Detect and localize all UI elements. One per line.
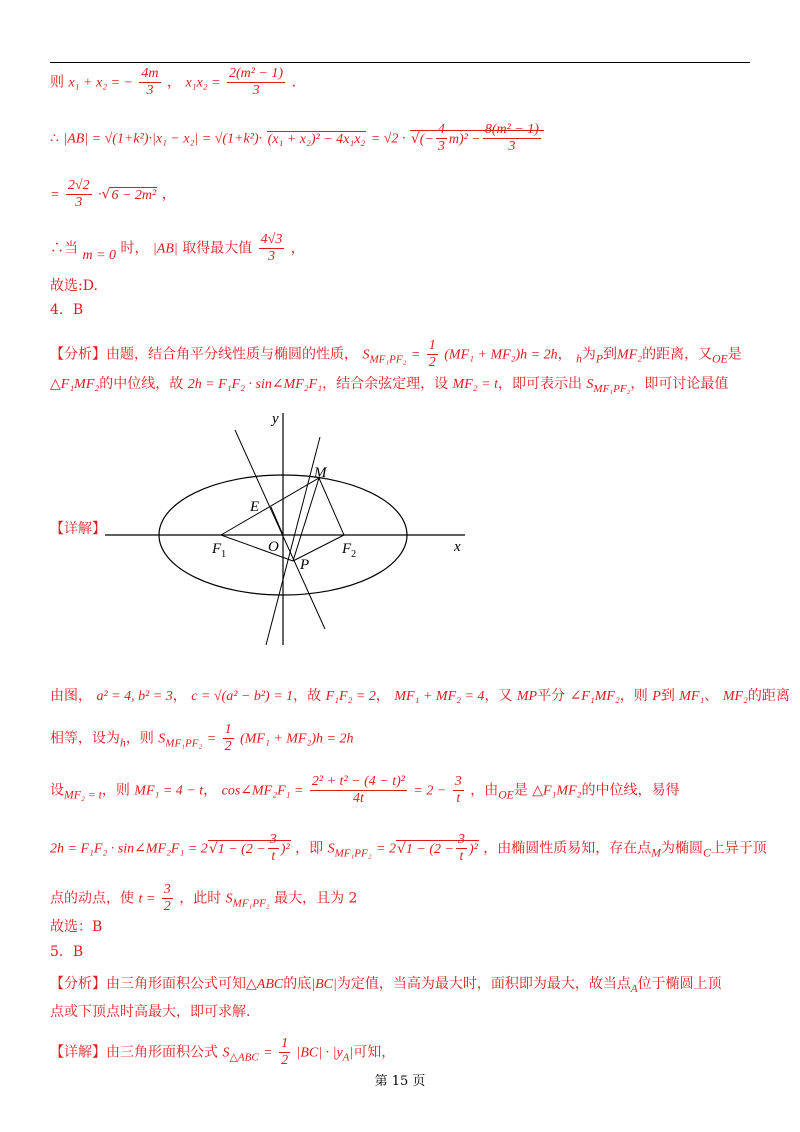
math: (− xyxy=(419,131,434,147)
math: MF₂ = t xyxy=(452,377,498,392)
detail-tag: 【详解】 xyxy=(50,1044,106,1061)
ellipse-figure xyxy=(100,405,480,655)
math: S xyxy=(586,377,594,392)
text: 由图， xyxy=(50,688,92,704)
math: |BC| xyxy=(311,977,337,992)
math: MF₁PF₂ xyxy=(232,897,270,910)
num: 1 xyxy=(281,1036,289,1051)
text: 设 xyxy=(50,782,64,799)
den: 2 xyxy=(281,1053,289,1068)
therefore: ∴ xyxy=(50,130,59,147)
text: ∴当 xyxy=(50,240,78,257)
text: 的中位线，故 xyxy=(99,376,184,392)
detail-line-3 xyxy=(50,774,750,807)
point-label-e: E xyxy=(250,499,260,515)
text: 位于椭圆上顶 xyxy=(637,976,722,992)
math: P xyxy=(595,352,604,366)
text: 时， xyxy=(120,240,149,257)
header-rule xyxy=(50,62,750,63)
fraction xyxy=(453,774,464,807)
text: ，即可讨论最值 xyxy=(630,376,729,392)
text: ， xyxy=(167,74,181,91)
analysis-5-line-2: 点或下顶点时高最大，即可求解. xyxy=(50,1004,251,1020)
math: |BC| · |y xyxy=(296,1045,343,1061)
text: 的距离，又 xyxy=(642,346,713,363)
text: 、 xyxy=(704,688,719,704)
num: 3 xyxy=(269,832,277,847)
text: ， xyxy=(375,688,390,704)
fraction xyxy=(139,66,160,99)
den: 3 xyxy=(267,249,275,264)
math: )² xyxy=(280,841,290,857)
detail-5 xyxy=(50,1036,750,1069)
point-label-p: P xyxy=(300,557,310,573)
math: ABC xyxy=(256,977,284,992)
den: t xyxy=(459,849,464,864)
den: 3 xyxy=(146,83,154,98)
point-label-m: M xyxy=(314,465,327,481)
den: 3 xyxy=(508,139,516,154)
den: 2 xyxy=(428,355,436,370)
math: MF₂ xyxy=(617,347,643,363)
den: t xyxy=(271,849,276,864)
segment-f1p xyxy=(221,535,293,561)
math: S xyxy=(362,347,370,363)
math: 2h = F₁F₂ · sin∠MF₂F₁ = 2 xyxy=(50,841,208,857)
text: ，又 xyxy=(484,688,513,704)
text: 是 xyxy=(727,346,742,363)
text: ， xyxy=(172,688,187,704)
point-label-f2: $F_2$ xyxy=(342,541,357,560)
num: 1 xyxy=(224,722,232,737)
fraction xyxy=(279,1036,290,1069)
analysis-tag: 【分析】 xyxy=(50,346,106,363)
math: 1 − (2 − xyxy=(217,841,266,857)
text: 则 xyxy=(50,74,64,91)
math: = 2 − xyxy=(413,783,447,799)
num: 3 xyxy=(163,882,171,897)
detail-line-5 xyxy=(50,882,750,915)
num: 4√3 xyxy=(260,232,283,247)
detail-line-1 xyxy=(50,686,790,707)
question-5-answer: 5．B xyxy=(50,944,84,960)
num: 3 xyxy=(457,832,465,847)
math: △F₁MF₂ xyxy=(50,377,100,392)
den: 3 xyxy=(252,83,260,98)
fraction xyxy=(456,832,467,865)
analysis-4-line-1 xyxy=(50,338,750,371)
text: 上异于顶 xyxy=(710,840,767,857)
math: MF₁PF₂ xyxy=(593,382,631,395)
text: 平分 xyxy=(537,688,566,704)
radicand: (x₁ + x₂)² − 4x₁x₂ xyxy=(267,131,366,147)
math: c = √(a² − b²) = 1 xyxy=(191,689,294,704)
math: MF₁PF₂ xyxy=(334,847,372,860)
math: MF₁ xyxy=(679,689,705,704)
line-max-value xyxy=(50,232,750,265)
math: = xyxy=(263,1045,273,1061)
detail-line-4: 2h = F₁F₂ · sin∠MF₂F₁ = 2√1 − (2 − $\frac{3}{t}$ )² ，即 $S_{MF_1PF_2} = 2√1 - (2$ − $\frac{3}{t}$ )² ，由椭圆性质易知，存在点$_M$为椭圆$_C$上异于顶 xyxy=(50,832,767,864)
fraction xyxy=(483,122,541,155)
analysis-5-line-1 xyxy=(50,974,750,999)
text: 由三角形面积公式 xyxy=(106,1044,218,1061)
answer-b: 故选：B xyxy=(50,919,103,935)
math: A xyxy=(342,1051,350,1064)
answer-d: 故选:D. xyxy=(50,278,98,294)
fraction xyxy=(259,232,285,265)
den: t xyxy=(456,791,461,806)
math: OE xyxy=(712,352,728,366)
math: = xyxy=(206,731,217,747)
text: ，由椭圆性质易知，存在点 xyxy=(483,840,652,857)
math: = √2 · xyxy=(370,131,406,147)
math: OE xyxy=(498,788,514,802)
math: MF₁PF₂ xyxy=(165,737,203,750)
math: ∠F₁MF₂ xyxy=(569,689,620,704)
math: a² = 4, b² = 3 xyxy=(96,689,173,704)
math: △F₁MF₂ xyxy=(532,783,582,799)
text: 由三角形面积公式可知△ xyxy=(106,976,257,992)
point-label-f1: $F_1$ xyxy=(212,541,227,560)
axis-label-x: x xyxy=(454,539,461,555)
text: ，则 xyxy=(619,688,648,704)
segment-oe xyxy=(271,507,283,535)
analysis-tag: 【分析】 xyxy=(50,976,106,992)
text: 相等，设为 xyxy=(50,730,120,747)
num: 3 xyxy=(454,774,462,789)
text: ，故 xyxy=(293,688,322,704)
text: 最大，且为 2 xyxy=(274,890,358,907)
math: MF₂ = t xyxy=(64,788,102,802)
math: S xyxy=(327,841,335,857)
text: 到 xyxy=(603,346,618,363)
den: 3 xyxy=(75,195,83,210)
fraction xyxy=(427,338,438,371)
den: 4t xyxy=(352,791,364,806)
den: 2 xyxy=(224,739,232,754)
question-4-answer: 4．B xyxy=(50,302,84,318)
math: 2h = F₁F₂ · sin∠MF₂F₁ xyxy=(187,377,323,392)
text: 是 xyxy=(513,782,528,799)
text: ，由 xyxy=(470,782,499,799)
math: P xyxy=(652,689,661,704)
math: |AB| xyxy=(152,241,178,257)
text: 到 xyxy=(660,688,675,704)
text: 的底 xyxy=(283,976,312,992)
text: ，结合余弦定理，设 xyxy=(322,376,449,392)
num: 1 xyxy=(428,338,436,353)
text: 点的动点，使 xyxy=(50,890,134,907)
text: ， xyxy=(161,186,176,203)
math: MP xyxy=(516,689,538,704)
math: t = xyxy=(138,891,156,907)
math: x₁ + x₂ = − xyxy=(68,75,133,91)
math: MF₁ + MF₂ = 4 xyxy=(394,689,485,704)
num: 2√2 xyxy=(67,178,90,193)
math: (MF₁ + MF₂)h = 2h xyxy=(444,347,558,363)
text: 的中位线，易得 xyxy=(581,782,680,799)
math: = xyxy=(50,187,60,203)
math: MF₁PF₂ xyxy=(369,353,407,366)
axis-label-y: y xyxy=(272,411,279,427)
math: x₁x₂ = xyxy=(185,75,221,91)
math: MF₁ = 4 − t xyxy=(134,783,204,799)
math: 1 − (2 − xyxy=(405,841,454,857)
fraction xyxy=(223,722,234,755)
text: 为椭圆 xyxy=(660,840,703,857)
math: MF₂ xyxy=(722,689,748,704)
math: A xyxy=(630,982,638,995)
math: |AB| = √(1+k²)·|x₁ − x₂| = √(1+k²)· xyxy=(63,131,263,147)
detail-line-2 xyxy=(50,722,750,755)
den: 2 xyxy=(163,899,171,914)
text: ，则 xyxy=(101,782,130,799)
math: = 2 xyxy=(376,841,396,857)
math: C xyxy=(702,846,711,860)
math: = xyxy=(410,347,421,363)
math: △ABC xyxy=(229,1051,259,1064)
line-mp xyxy=(235,430,325,629)
math: · xyxy=(98,187,102,203)
text: 由题，结合角平分线性质与椭圆的性质， xyxy=(106,346,358,363)
math: F₁F₂ = 2 xyxy=(325,689,376,704)
fraction xyxy=(66,178,92,211)
text: 的距离 xyxy=(747,688,790,704)
math: cos∠MF₂F₁ = xyxy=(221,783,304,799)
math: M xyxy=(651,846,661,860)
num: 2² + t² − (4 − t)² xyxy=(311,774,405,789)
num: 8(m² − 1) xyxy=(484,122,539,137)
den: 3 xyxy=(437,139,445,154)
fraction xyxy=(310,774,407,807)
line-ab-simplified: = $\frac{2√2}{3}$ ·√6 − 2m² ， xyxy=(50,178,176,210)
math: )² xyxy=(468,841,478,857)
math: S xyxy=(158,731,166,747)
detail-tag: 【详解】 xyxy=(50,521,106,537)
fraction xyxy=(227,66,285,99)
line-sum-product xyxy=(50,66,750,99)
math: | xyxy=(349,1045,354,1061)
line-ab-length: ∴ |AB| = √(1+k²)·|x₁ − x₂| = √(1+k²)· (x₁ + x₂)² − 4x₁x₂ = √2 · √(− $\frac{4}{3}$ m)² − $\frac{\text{8(m² − 1)}}{3}$ xyxy=(50,122,750,155)
math: S xyxy=(225,891,233,907)
text: ， xyxy=(203,782,218,799)
fraction xyxy=(436,122,447,155)
text: 为定值，当高为最大时，面积即为最大，故当点 xyxy=(336,976,631,992)
fraction xyxy=(268,832,279,865)
fraction xyxy=(162,882,173,915)
text: ，即 xyxy=(295,840,324,857)
text: ，则 xyxy=(125,730,154,747)
num: 4m xyxy=(141,66,159,81)
math: h xyxy=(120,736,126,750)
text: ， xyxy=(290,240,305,257)
point-label-o: O xyxy=(268,539,279,555)
text: 可知， xyxy=(353,1044,396,1061)
math: m = 0 xyxy=(82,247,117,263)
page-number: 第 15 页 xyxy=(374,1074,426,1089)
math: m)² − xyxy=(448,131,481,147)
num: 2(m² − 1) xyxy=(229,66,284,81)
math: S xyxy=(222,1045,230,1061)
text: ，即可表示出 xyxy=(497,376,582,392)
math: (MF₁ + MF₂)h = 2h xyxy=(240,731,354,747)
text: ， xyxy=(557,346,572,363)
num: 4 xyxy=(437,122,445,137)
math: h xyxy=(576,352,582,366)
text: . xyxy=(291,74,297,91)
analysis-4-line-2 xyxy=(50,374,750,399)
text: ，此时 xyxy=(179,890,222,907)
text: 为 xyxy=(581,346,596,363)
text: 取得最大值 xyxy=(182,240,253,257)
radicand: 6 − 2m² xyxy=(111,187,157,203)
